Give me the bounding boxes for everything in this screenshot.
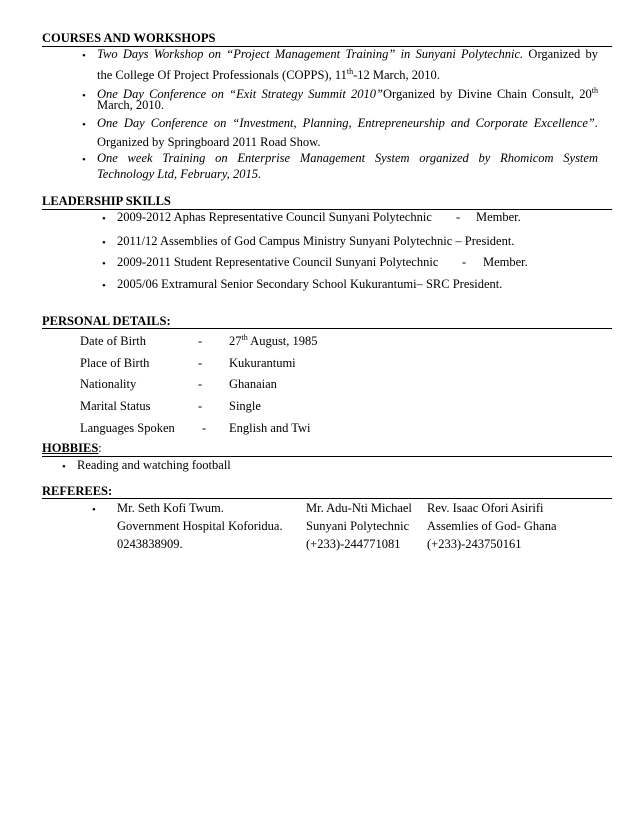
- marital-value: Single: [229, 399, 261, 413]
- hobby-item: Reading and watching football: [77, 458, 231, 472]
- course-item-1-line1: Two Days Workshop on “Project Management Training” in Sunyani Polytechnic. Organized by: [97, 47, 598, 61]
- bullet-icon: •: [82, 90, 86, 102]
- dob-dash: -: [198, 334, 203, 348]
- bullet-icon: •: [92, 504, 96, 516]
- nationality-value: Ghanaian: [229, 377, 277, 391]
- pob-value: Kukurantumi: [229, 356, 296, 370]
- bullet-icon: •: [102, 258, 106, 270]
- referee-1-phone: 0243838909.: [117, 537, 183, 551]
- pob-label: Place of Birth: [80, 356, 150, 370]
- bullet-icon: •: [82, 50, 86, 62]
- course-item-3-line2: Organized by Springboard 2011 Road Show.: [97, 135, 321, 149]
- personal-rule: [42, 328, 612, 329]
- dob-label: Date of Birth: [80, 334, 146, 348]
- leadership-item-1-role: Member.: [476, 210, 521, 224]
- personal-heading: PERSONAL DETAILS:: [42, 314, 171, 328]
- nationality-dash: -: [198, 377, 203, 391]
- nationality-label: Nationality: [80, 377, 137, 391]
- marital-label: Marital Status: [80, 399, 151, 413]
- bullet-icon: •: [82, 119, 86, 131]
- leadership-item-3-role: Member.: [483, 255, 528, 269]
- bullet-icon: •: [62, 461, 66, 473]
- leadership-item-4: 2005/06 Extramural Senior Secondary School Kukurantumi– SRC President.: [117, 277, 503, 291]
- hobbies-rule: [42, 456, 612, 457]
- referee-3-phone: (+233)-243750161: [427, 537, 522, 551]
- marital-dash: -: [198, 399, 203, 413]
- referee-1-name: Mr. Seth Kofi Twum.: [117, 501, 224, 515]
- course-item-2-line2: March, 2010.: [97, 98, 164, 112]
- referee-2-phone: (+233)-244771081: [306, 537, 401, 551]
- pob-dash: -: [198, 356, 203, 370]
- course-item-1-line2: the College Of Project Professionals (COPPS), 11th-12 March, 2010.: [97, 66, 440, 82]
- course-item-4-line2: Technology Ltd, February, 2015.: [97, 167, 262, 181]
- referee-2-org: Sunyani Polytechnic: [306, 519, 410, 533]
- leadership-item-3-dash: -: [462, 255, 467, 269]
- languages-dash: -: [202, 421, 207, 435]
- referee-3-org: Assemlies of God- Ghana: [427, 519, 557, 533]
- leadership-item-1-dash: -: [456, 210, 461, 224]
- referees-rule: [42, 498, 612, 499]
- referee-3-name: Rev. Isaac Ofori Asirifi: [427, 501, 544, 515]
- course-item-4-line1: One week Training on Enterprise Management System organized by Rhomicom System: [97, 151, 598, 165]
- courses-heading: COURSES AND WORKSHOPS: [42, 31, 216, 45]
- referee-1-org: Government Hospital Koforidua.: [117, 519, 283, 533]
- bullet-icon: •: [102, 280, 106, 292]
- languages-value: English and Twi: [229, 421, 311, 435]
- leadership-item-3: 2009-2011 Student Representative Council Sunyani Polytechnic: [117, 255, 439, 269]
- hobbies-heading: HOBBIES:: [42, 441, 102, 455]
- bullet-icon: •: [82, 154, 86, 166]
- leadership-item-2: 2011/12 Assemblies of God Campus Ministry Sunyani Polytechnic – President.: [117, 234, 515, 248]
- languages-label: Languages Spoken: [80, 421, 175, 435]
- referee-2-name: Mr. Adu-Nti Michael: [306, 501, 412, 515]
- bullet-icon: •: [102, 237, 106, 249]
- bullet-icon: •: [102, 213, 106, 225]
- leadership-item-1: 2009-2012 Aphas Representative Council Sunyani Polytechnic: [117, 210, 432, 224]
- course-item-3-line1: One Day Conference on “Investment, Planning, Entrepreneurship and Corporate Excellence”.: [97, 116, 598, 130]
- dob-value: 27th August, 1985: [229, 332, 318, 348]
- leadership-heading: LEADERSHIP SKILLS: [42, 194, 171, 208]
- referees-heading: REFEREES:: [42, 484, 113, 498]
- course-item-2-line1: One Day Conference on “Exit Strategy Summit 2010”Organized by Divine Chain Consult, 20th: [97, 85, 599, 101]
